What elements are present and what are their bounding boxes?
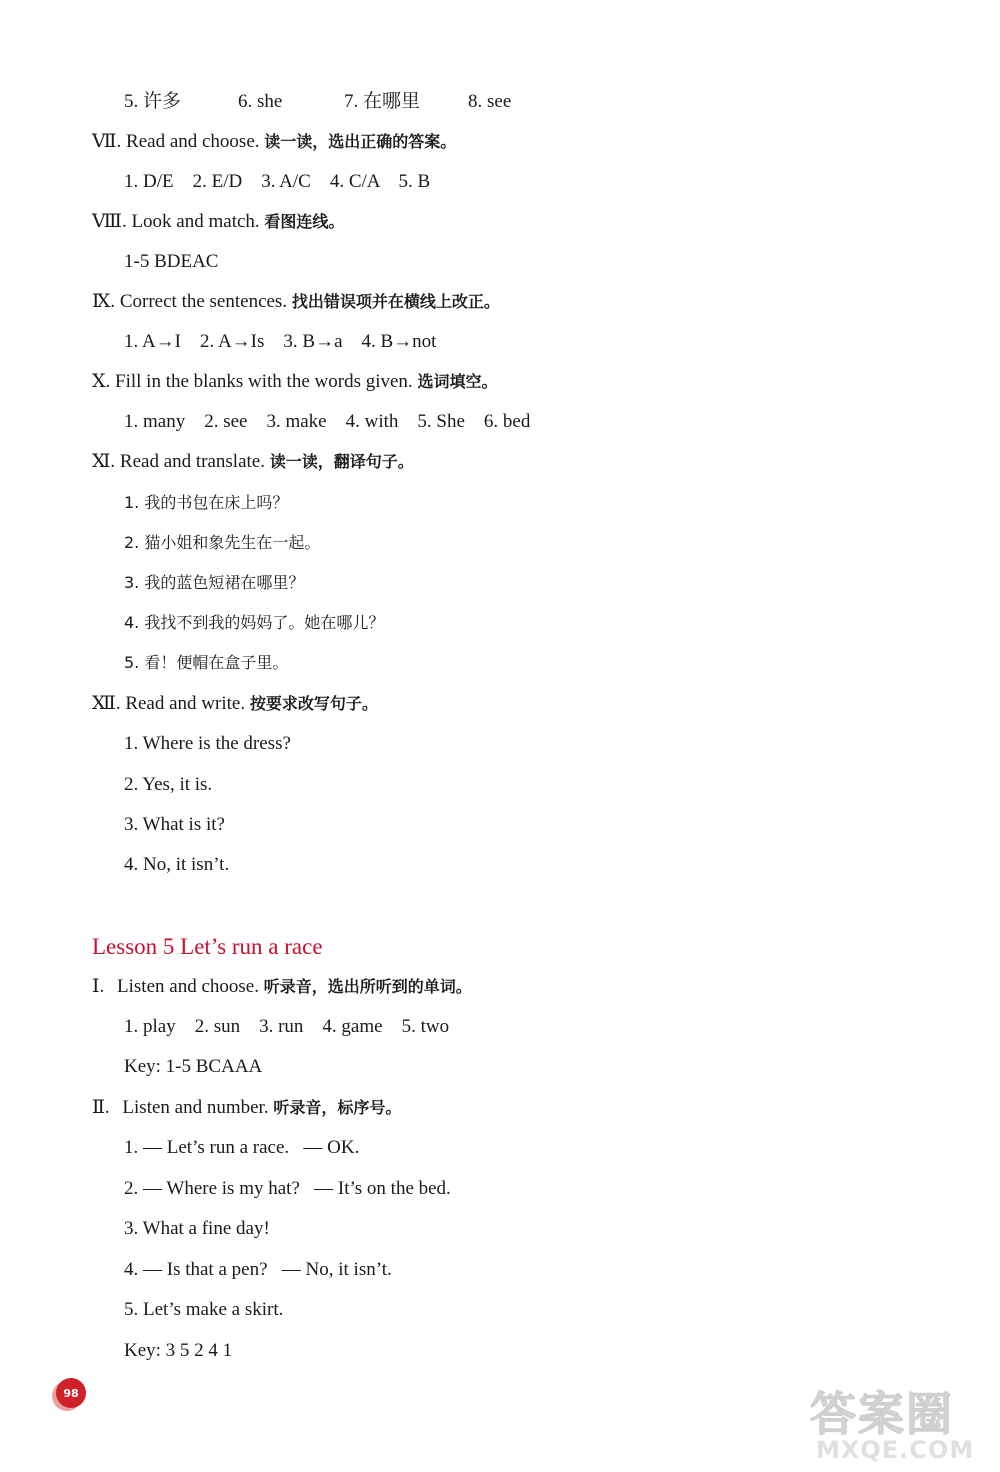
watermark-logo xyxy=(806,1378,992,1464)
rewrite-item: 4. No, it isn’t. xyxy=(124,854,230,875)
translation-item: 1. 我的书包在床上吗？ xyxy=(124,493,289,512)
answer-item: 7. 在哪里 xyxy=(344,91,421,112)
rewrite-item: 2. Yes, it is. xyxy=(124,774,213,795)
section-title-en: Listen and choose. xyxy=(117,976,259,997)
section-number: Ⅻ xyxy=(92,693,116,714)
script-item: 1. — Let’s run a race. — OK. xyxy=(124,1137,360,1158)
answers: 1. D/E 2. E/D 3. A/C 4. C/A 5. B xyxy=(124,171,431,192)
section-title-en: . Correct the sentences. xyxy=(110,291,288,312)
script-item: 2. — Where is my hat? — It’s on the bed. xyxy=(124,1178,451,1199)
rewrite-item: 1. Where is the dress? xyxy=(124,733,291,754)
answers: 1-5 BDEAC xyxy=(124,251,219,272)
section-heading-8 xyxy=(92,210,344,234)
section-title-en: . Read and translate. xyxy=(110,451,265,472)
lesson-title: Lesson 5 Let’s run a race xyxy=(92,934,323,959)
section-number: Ⅺ xyxy=(92,451,111,472)
section-title-en: . Fill in the blanks with the words given. xyxy=(105,371,413,392)
answer-item: 6. she xyxy=(238,91,283,112)
watermark-text: 答案圈 xyxy=(810,1387,954,1441)
answer-item: 5. 许多 xyxy=(124,91,182,112)
section-title-en: . Read and choose. xyxy=(116,131,260,152)
section-heading-1 xyxy=(92,975,472,999)
script-item: 4. — Is that a pen? — No, it isn’t. xyxy=(124,1259,392,1280)
answers: 1. A→I 2. A→Is 3. B→a 4. B→not xyxy=(124,331,437,352)
section-heading-9 xyxy=(92,290,500,314)
section-number: Ⅹ xyxy=(92,371,106,392)
answers: 1. many 2. see 3. make 4. with 5. She 6. bed xyxy=(124,411,531,432)
translation-item: 4. 我找不到我的妈妈了。她在哪儿？ xyxy=(124,613,385,632)
section-heading-12 xyxy=(92,692,378,716)
script-item: 3. What a fine day! xyxy=(124,1218,270,1239)
answer-key: Key: 3 5 2 4 1 xyxy=(124,1340,233,1361)
answer-key: Key: 1-5 BCAAA xyxy=(124,1056,263,1077)
section-title-cn: 选词填空。 xyxy=(417,372,498,391)
section-heading-2 xyxy=(92,1096,401,1120)
section-title-en: Listen and number. xyxy=(122,1097,269,1118)
section-number: Ⅸ xyxy=(92,291,111,312)
section-title-cn: 听录音，选出所听到的单词。 xyxy=(263,977,472,996)
section-title-cn: 读一读，选出正确的答案。 xyxy=(264,132,457,151)
section-title-cn: 找出错误项并在横线上改正。 xyxy=(291,292,500,311)
section-title-en: . Read and write. xyxy=(115,693,246,714)
section-number: Ⅷ xyxy=(92,211,122,232)
section-heading-7 xyxy=(92,130,456,154)
rewrite-item: 3. What is it? xyxy=(124,814,225,835)
section-title-cn: 听录音，标序号。 xyxy=(273,1098,402,1117)
answers: 1. play 2. sun 3. run 4. game 5. two xyxy=(124,1016,450,1037)
page-number: 98 xyxy=(56,1378,86,1408)
translation-item: 2. 猫小姐和象先生在一起。 xyxy=(124,533,321,552)
section-number: Ⅰ. xyxy=(92,976,105,997)
section-heading-11 xyxy=(92,450,414,474)
section-number: Ⅱ. xyxy=(92,1097,110,1118)
section-heading-10 xyxy=(92,370,497,394)
section-number: Ⅶ xyxy=(92,131,117,152)
translation-item: 3. 我的蓝色短裙在哪里？ xyxy=(124,573,305,592)
section-title-en: . Look and match. xyxy=(121,211,260,232)
answer-item: 8. see xyxy=(468,91,512,112)
watermark-url: MXQE.COM xyxy=(816,1436,975,1464)
section-title-cn: 看图连线。 xyxy=(264,212,345,231)
section-title-cn: 读一读，翻译句子。 xyxy=(269,452,414,471)
script-item: 5. Let’s make a skirt. xyxy=(124,1299,284,1320)
section-title-cn: 按要求改写句子。 xyxy=(249,694,378,713)
translation-item: 5. 看！便帽在盒子里。 xyxy=(124,653,289,672)
